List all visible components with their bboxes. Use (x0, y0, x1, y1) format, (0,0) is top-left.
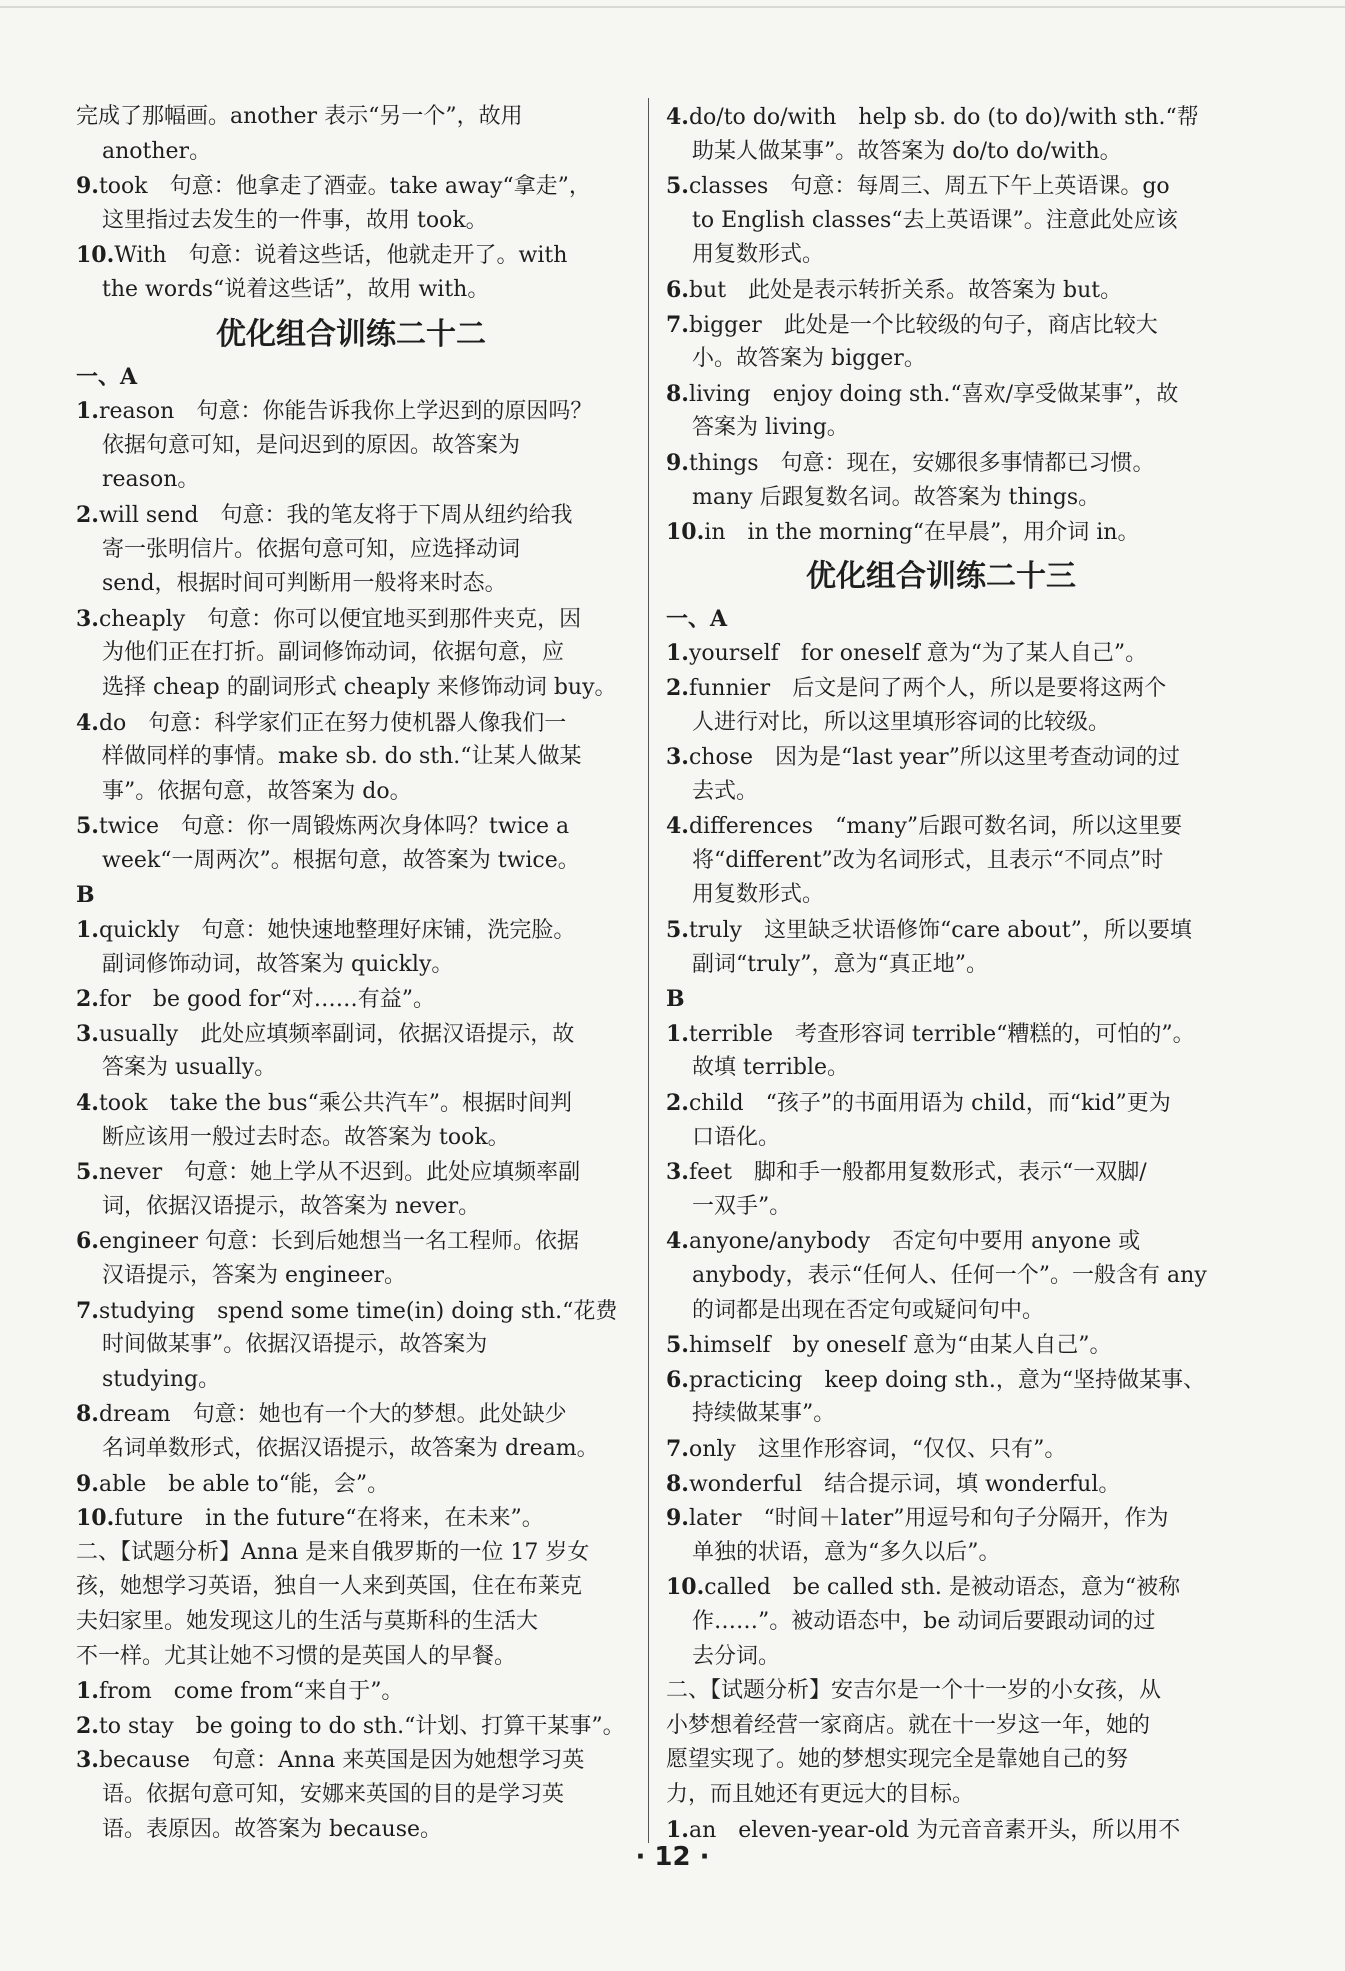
answer-text: called be called sth. 是被动语态，意为“被称 (704, 1575, 1181, 1601)
answer-line (76, 1017, 626, 1052)
answer-line (666, 204, 1216, 239)
section-heading-a: 一、A (666, 605, 728, 632)
answer-text: 人进行对比，所以这里填形容词的比较级。 (692, 709, 1111, 735)
answer-text: 语。依据句意可知，安娜来英国的目的是学习英 (102, 1781, 565, 1807)
answer-line (666, 446, 1216, 481)
answer-line (666, 377, 1216, 412)
answer-line (666, 671, 1216, 706)
item-number: 7. (666, 311, 689, 338)
answer-line (76, 429, 626, 464)
answer-text: studying。 (102, 1366, 221, 1392)
answer-text: funnier 后文是问了两个人，所以是要将这两个 (688, 675, 1167, 701)
answer-line (76, 948, 626, 983)
answer-line (666, 636, 1216, 671)
answer-text: cheaply 句意：你可以便宜地买到那件夹克，因 (98, 606, 582, 632)
answer-line (76, 602, 626, 637)
item-number: 5. (76, 1159, 99, 1186)
answer-line (666, 1294, 1216, 1329)
analysis-line: 力，而且她还有更远大的目标。 (666, 1781, 975, 1807)
answer-text: an eleven-year-old 为元音音素开头，所以用不 (688, 1817, 1181, 1843)
answer-line (76, 463, 626, 498)
answer-line (76, 1743, 626, 1778)
answer-text: With 句意：说着这些话，他就走开了。with (114, 243, 568, 269)
answer-text: 去分词。 (692, 1643, 781, 1669)
analysis-line: 小梦想着经营一家商店。就在十一岁这一年，她的 (666, 1712, 1151, 1738)
answer-text: 断应该用一般过去时态。故答案为 took。 (102, 1124, 510, 1150)
answer-text: 词，依据汉语提示，故答案为 never。 (102, 1193, 481, 1219)
answer-line (76, 238, 626, 273)
answer-text: dream 句意：她也有一个大的梦想。此处缺少 (98, 1402, 567, 1428)
answer-line (76, 1397, 626, 1432)
answer-text: engineer 句意：长到后她想当一名工程师。依据 (98, 1229, 579, 1255)
answer-text: 名词单数形式，依据汉语提示，故答案为 dream。 (102, 1435, 599, 1461)
answer-text: 小。故答案为 bigger。 (692, 346, 926, 372)
answer-line (76, 1363, 626, 1398)
item-number: 8. (666, 1470, 689, 1497)
answer-line (76, 809, 626, 844)
answer-line (76, 1086, 626, 1121)
answer-line (666, 775, 1216, 810)
answer-text: 用复数形式。 (692, 882, 825, 908)
answer-text: 依据句意可知，是问迟到的原因。故答案为 (102, 432, 521, 458)
item-number: 5. (666, 1332, 689, 1359)
answer-text: anybody，表示“任何人、任何一个”。一般含有 any (692, 1263, 1207, 1288)
answer-text: to stay be going to do sth.“计划、打算干某事”。 (98, 1713, 625, 1739)
answer-line (666, 878, 1216, 913)
answer-line (76, 1051, 626, 1086)
answer-text: 一双手”。 (692, 1193, 792, 1219)
answer-line (666, 948, 1216, 983)
answer-line (76, 1709, 626, 1744)
item-number: 7. (666, 1435, 689, 1462)
answer-text: later “时间＋later”用逗号和句子分隔开，作为 (688, 1506, 1169, 1532)
answer-text: feet 脚和手一般都用复数形式，表示“一双脚/ (688, 1160, 1147, 1186)
answer-text: week“一周两次”。根据句意，故答案为 twice。 (102, 847, 580, 873)
answer-line (76, 844, 626, 879)
answer-text: 这里指过去发生的一件事，故用 took。 (102, 207, 488, 233)
answer-line (76, 1328, 626, 1363)
answer-line (76, 1224, 626, 1259)
answer-line (666, 1259, 1216, 1294)
answer-line (76, 567, 626, 602)
answer-line (666, 1155, 1216, 1190)
answer-line (76, 169, 626, 204)
column-divider (648, 98, 649, 1843)
item-number: 10. (76, 242, 115, 269)
answer-line (76, 982, 626, 1017)
item-number: 2. (76, 986, 99, 1013)
answer-line (666, 1017, 1216, 1052)
left-column (76, 100, 626, 1847)
answer-line (76, 1467, 626, 1502)
page-number: · 12 · (635, 1842, 710, 1872)
item-number: 9. (76, 1470, 99, 1497)
section-title: 优化组合训练二十二 (216, 316, 486, 352)
answer-line (666, 100, 1216, 135)
answer-text: 用复数形式。 (692, 242, 825, 268)
answer-text: 口语化。 (692, 1124, 781, 1150)
answer-line (666, 706, 1216, 741)
item-number: 4. (666, 1228, 689, 1255)
answer-text: 为他们正在打折。副词修饰动词，依据句意，应 (102, 640, 565, 666)
answer-text: himself by oneself 意为“由某人自己”。 (688, 1333, 1112, 1359)
answer-line (76, 498, 626, 533)
answer-text: quickly 句意：她快速地整理好床铺，洗完脸。 (98, 918, 576, 944)
section-heading-b: B (666, 986, 685, 1013)
item-number: 6. (666, 1366, 689, 1393)
item-number: 1. (666, 1816, 689, 1843)
item-number: 5. (666, 173, 689, 200)
answer-line (666, 809, 1216, 844)
answer-text: child “孩子”的书面用语为 child，而“kid”更为 (688, 1091, 1171, 1117)
answer-line (76, 100, 626, 135)
answer-line (76, 1190, 626, 1225)
answer-line (666, 1121, 1216, 1156)
answer-text: twice 句意：你一周锻炼两次身体吗？twice a (98, 814, 570, 840)
item-number: 3. (76, 1747, 99, 1774)
answer-line (76, 913, 626, 948)
item-number: 9. (76, 173, 99, 200)
answer-text: 样做同样的事情。make sb. do sth.“让某人做某 (102, 744, 582, 770)
item-number: 8. (666, 380, 689, 407)
item-number: 1. (666, 640, 689, 667)
item-number: 3. (666, 744, 689, 771)
top-edge-line (0, 6, 1345, 8)
answer-line (666, 1570, 1216, 1605)
answer-text: do 句意：科学家们正在努力使机器人像我们一 (98, 710, 567, 736)
answer-text: because 句意：Anna 来英国是因为她想学习英 (98, 1748, 585, 1774)
answer-line (666, 1397, 1216, 1432)
answer-text: took 句意：他拿走了酒壶。take away“拿走”， (98, 174, 591, 200)
analysis-line: 二、【试题分析】安吉尔是一个十一岁的小女孩，从 (666, 1678, 1162, 1704)
answer-text: 汉语提示，答案为 engineer。 (102, 1263, 407, 1288)
item-number: 5. (76, 813, 99, 840)
answer-text: but 此处是表示转折关系。故答案为 but。 (688, 277, 1123, 303)
answer-text: practicing keep doing sth.，意为“坚持做某事、 (688, 1367, 1206, 1393)
item-number: 10. (666, 1574, 705, 1601)
analysis-line: 愿望实现了。她的梦想实现完全是靠她自己的努 (666, 1747, 1129, 1773)
answer-text: future in the future“在将来，在未来”。 (114, 1506, 544, 1532)
answer-line (666, 515, 1216, 550)
analysis-line: 二、【试题分析】Anna 是来自俄罗斯的一位 17 岁女 (76, 1539, 590, 1565)
item-number: 9. (666, 1505, 689, 1532)
answer-line (666, 1051, 1216, 1086)
answer-text: 去式。 (692, 778, 759, 804)
answer-text: in in the morning“在早晨”，用介词 in。 (704, 520, 1140, 546)
item-number: 4. (666, 813, 689, 840)
item-number: 4. (76, 1090, 99, 1117)
answer-text: living enjoy doing sth.“喜欢/享受做某事”，故 (688, 381, 1179, 407)
item-number: 10. (76, 1505, 115, 1532)
answer-line (666, 1640, 1216, 1675)
answer-text: things 句意：现在，安娜很多事情都已习惯。 (688, 450, 1155, 476)
answer-text: send，根据时间可判断用一般将来时态。 (102, 571, 507, 597)
answer-text: 单独的状语，意为“多久以后”。 (692, 1539, 1001, 1565)
answer-text: 副词“truly”，意为“真正地”。 (692, 951, 988, 977)
answer-line (666, 1605, 1216, 1640)
section-heading-a: 一、A (76, 363, 138, 390)
answer-text: truly 这里缺乏状语修饰“care about”，所以要填 (688, 918, 1192, 944)
item-number: 6. (76, 1228, 99, 1255)
answer-line (666, 1536, 1216, 1571)
answer-line (76, 671, 626, 706)
answer-text: for be good for“对……有益”。 (98, 987, 436, 1013)
answer-line (666, 308, 1216, 343)
analysis-line: 不一样。尤其让她不习惯的是英国人的早餐。 (76, 1643, 517, 1669)
answer-line (666, 1363, 1216, 1398)
item-number: 1. (76, 917, 99, 944)
answer-line (76, 706, 626, 741)
analysis-line: 夫妇家里。她发现这儿的生活与莫斯科的生活大 (76, 1608, 539, 1634)
answer-line (76, 1432, 626, 1467)
item-number: 2. (76, 501, 99, 528)
item-number: 3. (76, 605, 99, 632)
answer-line (76, 636, 626, 671)
answer-line (666, 1467, 1216, 1502)
answer-line (666, 1086, 1216, 1121)
answer-text: 的词都是出现在否定句或疑问句中。 (692, 1297, 1045, 1323)
answer-line (666, 273, 1216, 308)
answer-line (666, 238, 1216, 273)
answer-text: will send 句意：我的笔友将于下周从纽约给我 (98, 502, 573, 528)
item-number: 7. (76, 1297, 99, 1324)
answer-text: took take the bus“乘公共汽车”。根据时间判 (98, 1091, 572, 1117)
answer-text: do/to do/with help sb. do (to do)/with sth.“帮 (688, 105, 1199, 130)
answer-text: bigger 此处是一个比较级的句子，商店比较大 (688, 312, 1158, 338)
answer-line (76, 394, 626, 429)
section-title: 优化组合训练二十三 (806, 558, 1076, 594)
answer-text: 选择 cheap 的副词形式 cheaply 来修饰动词 buy。 (102, 674, 617, 700)
answer-text: 语。表原因。故答案为 because。 (102, 1816, 443, 1842)
answer-text: only 这里作形容词，“仅仅、只有”。 (688, 1436, 1067, 1462)
answer-line (76, 533, 626, 568)
answer-text: 持续做某事”。 (692, 1401, 836, 1427)
item-number: 3. (76, 1020, 99, 1047)
answer-line (666, 1501, 1216, 1536)
answer-text: from come from“来自于”。 (98, 1679, 404, 1705)
answer-text: differences “many”后跟可数名词，所以这里要 (688, 814, 1183, 840)
answer-line (76, 1674, 626, 1709)
answer-text: reason。 (102, 467, 200, 493)
answer-line (76, 1155, 626, 1190)
item-number: 3. (666, 1159, 689, 1186)
answer-text: classes 句意：每周三、周五下午上英语课。go (688, 174, 1170, 200)
answer-text: 故填 terrible。 (692, 1055, 850, 1081)
answer-line (666, 411, 1216, 446)
answer-line (666, 481, 1216, 516)
answer-line (76, 1294, 626, 1329)
answer-line (666, 342, 1216, 377)
item-number: 1. (76, 398, 99, 425)
answer-text: anyone/anybody 否定句中要用 anyone 或 (688, 1229, 1141, 1255)
answer-line (666, 740, 1216, 775)
answer-text: 时间做某事”。依据汉语提示，故答案为 (102, 1332, 488, 1358)
answer-text: another。 (102, 138, 212, 164)
answer-text: 将“different”改为名词形式，且表示“不同点”时 (692, 847, 1164, 873)
answer-text: the words“说着这些话”，故用 with。 (102, 276, 490, 302)
answer-line (666, 1328, 1216, 1363)
item-number: 2. (666, 674, 689, 701)
answer-text: 作……”。被动语态中，be 动词后要跟动词的过 (692, 1608, 1156, 1634)
answer-line (666, 1224, 1216, 1259)
item-number: 4. (76, 709, 99, 736)
answer-text: able be able to“能，会”。 (98, 1471, 390, 1497)
answer-line (666, 844, 1216, 879)
section-heading-b: B (76, 882, 95, 909)
answer-line (76, 1259, 626, 1294)
item-number: 9. (666, 449, 689, 476)
item-number: 5. (666, 917, 689, 944)
answer-line (76, 1778, 626, 1813)
answer-text: 事”。依据句意，故答案为 do。 (102, 778, 412, 804)
answer-text: reason 句意：你能告诉我你上学迟到的原因吗？ (98, 399, 593, 425)
answer-text: many 后跟复数名词。故答案为 things。 (692, 484, 1101, 510)
answer-text: 完成了那幅画。another 表示“另一个”，故用 (76, 104, 523, 129)
answer-line (76, 135, 626, 170)
item-number: 2. (666, 1090, 689, 1117)
answer-text: usually 此处应填频率副词，依据汉语提示，故 (98, 1021, 575, 1047)
item-number: 2. (76, 1712, 99, 1739)
answer-text: wonderful 结合提示词，填 wonderful。 (688, 1471, 1121, 1497)
right-column (666, 100, 1216, 1847)
answer-text: yourself for oneself 意为“为了某人自己”。 (688, 641, 1148, 667)
item-number: 4. (666, 104, 689, 130)
answer-text: 答案为 usually。 (102, 1055, 277, 1081)
answer-line (76, 1121, 626, 1156)
answer-text: to English classes“去上英语课”。注意此处应该 (692, 207, 1178, 233)
answer-line (666, 1432, 1216, 1467)
item-number: 1. (76, 1678, 99, 1705)
answer-text: 副词修饰动词，故答案为 quickly。 (102, 951, 454, 977)
answer-line (666, 913, 1216, 948)
answer-line (666, 169, 1216, 204)
answer-line (76, 775, 626, 810)
item-number: 10. (666, 519, 705, 546)
answer-text: chose 因为是“last year”所以这里考查动词的过 (688, 745, 1180, 771)
answer-text: 答案为 living。 (692, 415, 849, 441)
answer-text: never 句意：她上学从不迟到。此处应填频率副 (98, 1160, 581, 1186)
answer-line (76, 740, 626, 775)
answer-text: 寄一张明信片。依据句意可知，应选择动词 (102, 536, 521, 562)
analysis-line: 孩，她想学习英语，独自一人来到英国，住在布莱克 (76, 1574, 583, 1600)
answer-text: studying spend some time(in) doing sth.“花费 (98, 1298, 618, 1324)
answer-line (666, 135, 1216, 170)
answer-line (76, 204, 626, 239)
answer-text: terrible 考查形容词 terrible“糟糕的，可怕的”。 (688, 1021, 1195, 1047)
item-number: 8. (76, 1401, 99, 1428)
answer-line (76, 1501, 626, 1536)
answer-line (666, 1190, 1216, 1225)
answer-text: 助某人做某事”。故答案为 do/to do/with。 (692, 138, 1122, 164)
item-number: 6. (666, 276, 689, 303)
answer-line (76, 273, 626, 308)
item-number: 1. (666, 1020, 689, 1047)
